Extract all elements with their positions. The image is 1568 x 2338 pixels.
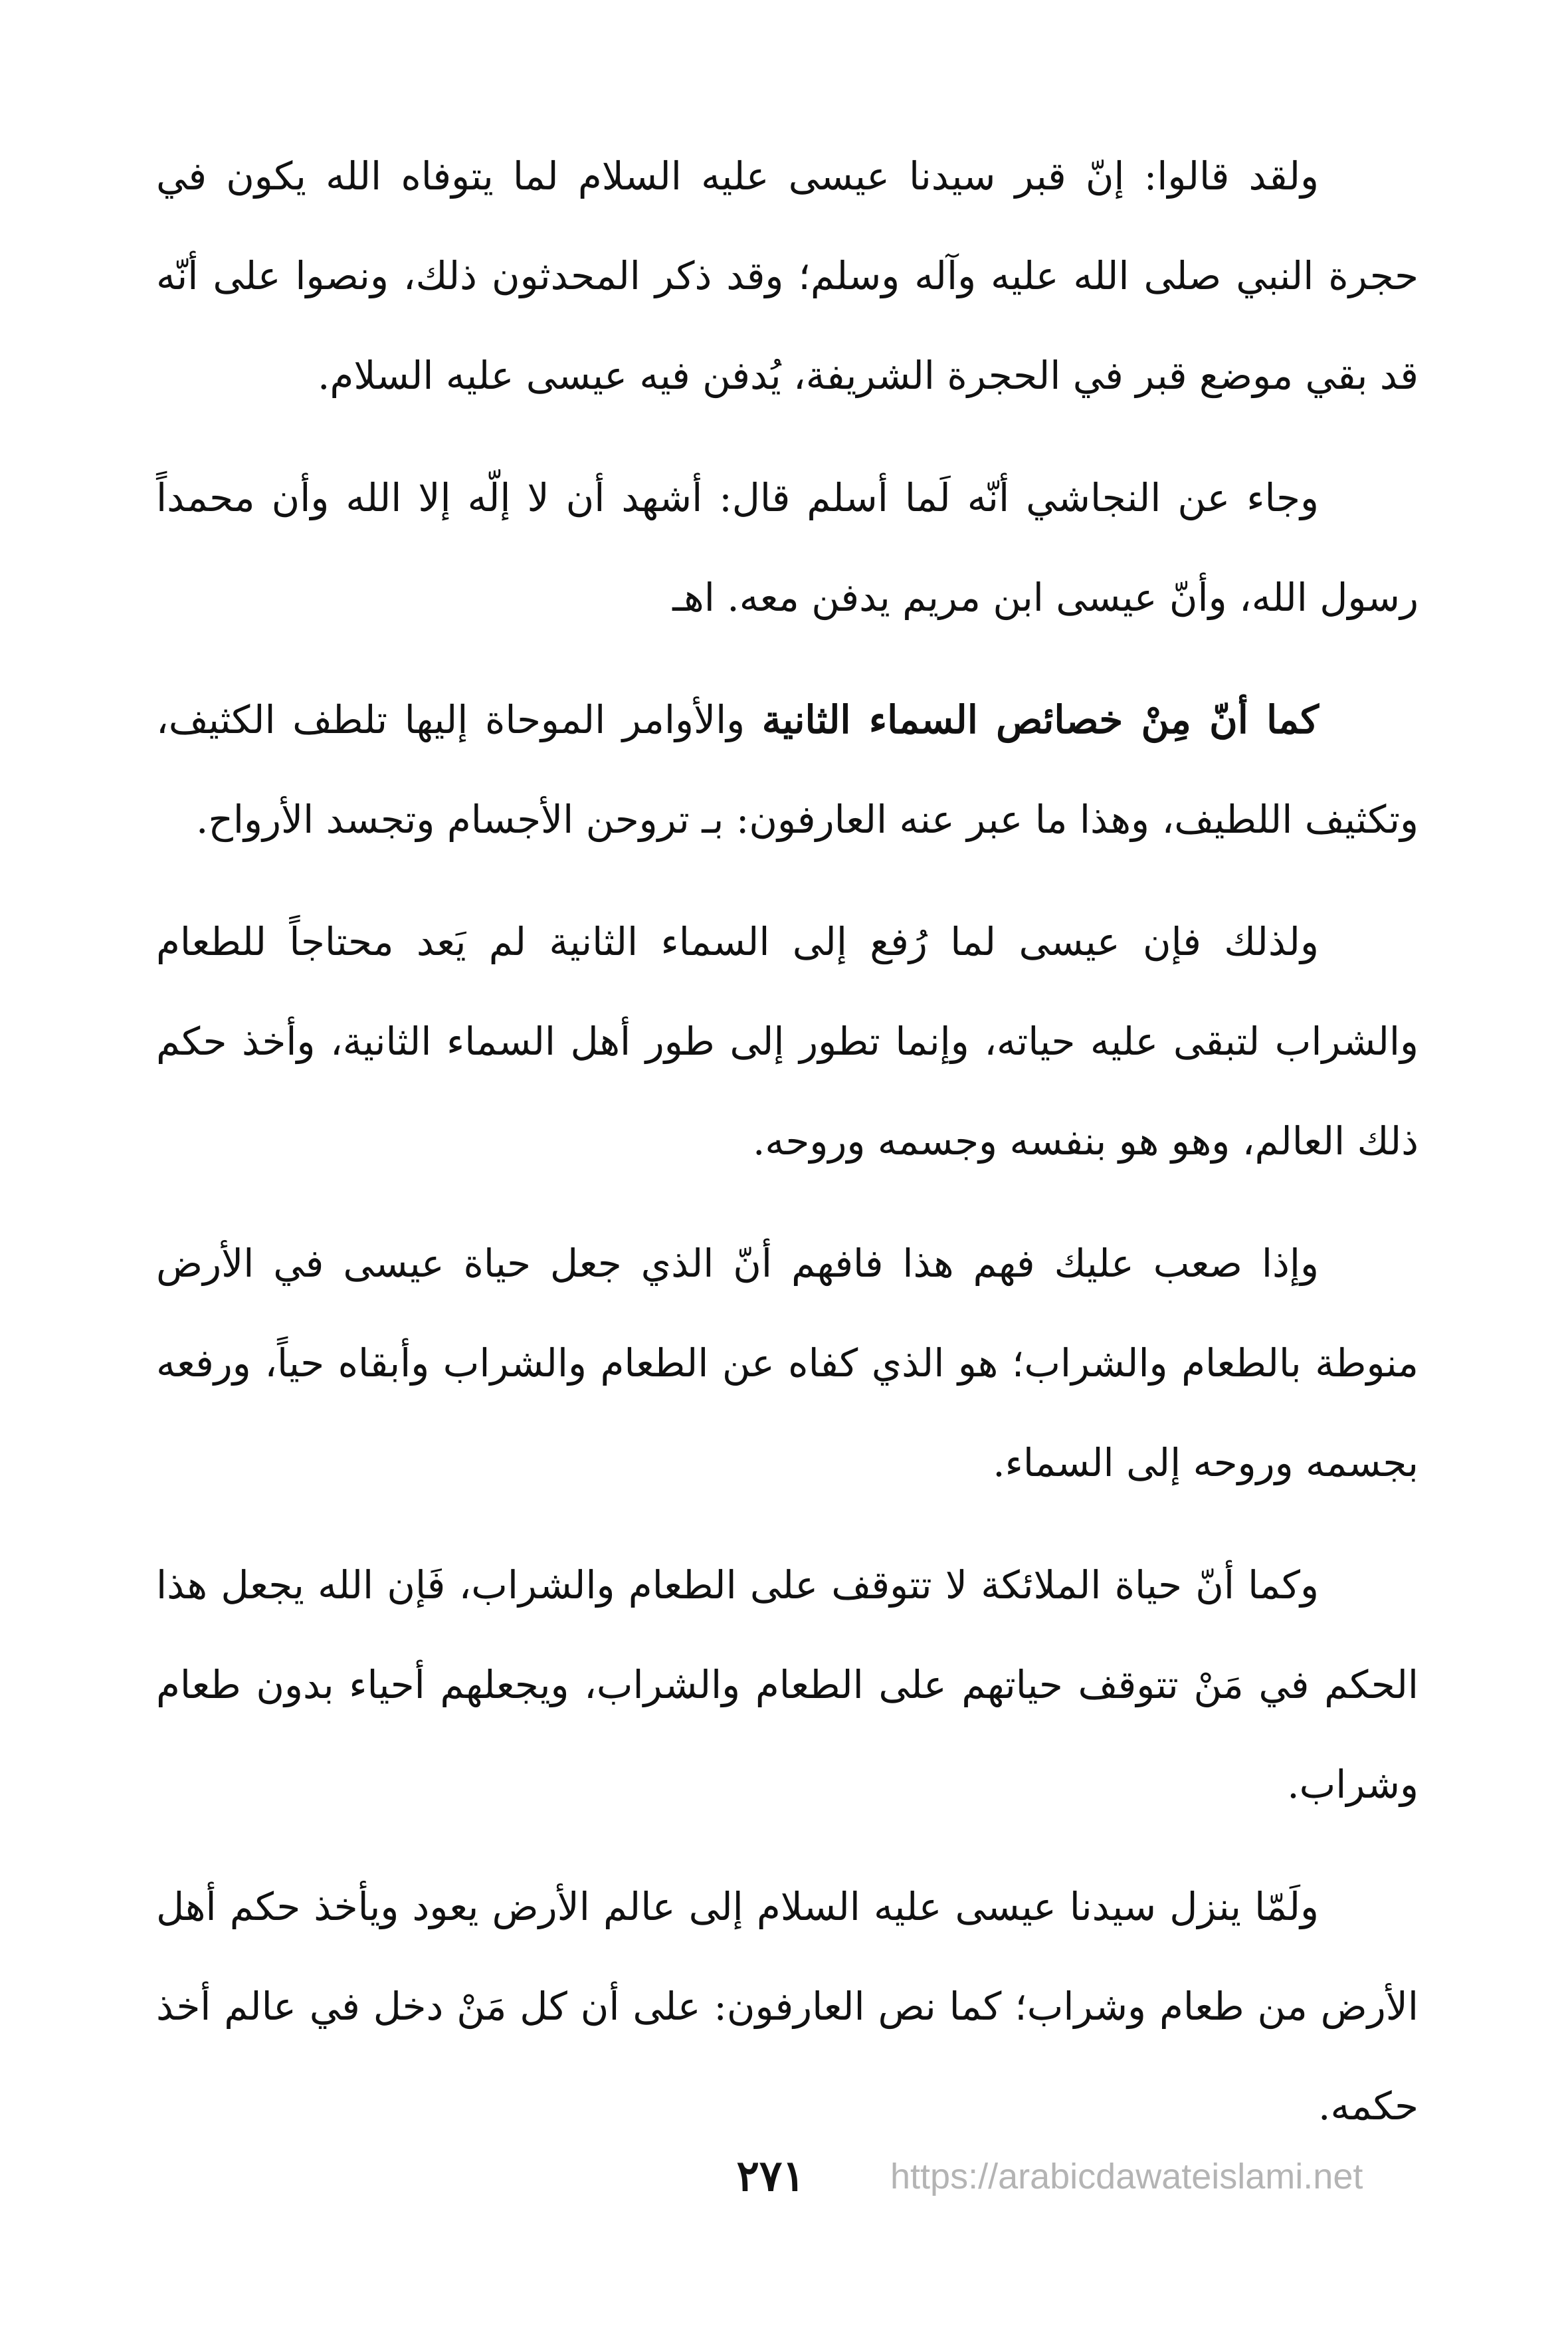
page-number: ٢٧١ — [736, 2151, 805, 2201]
paragraph-3-bold-phrase: كما أنّ مِنْ خصائص السماء الثانية — [761, 697, 1319, 742]
paragraph-2-text: وجاء عن النجاشي أنّه لَما أسلم قال: أشهد أن لا إلّه إلا الله وأن محمداً رسول الله، وأنّ عيسى ابن مريم يدفن معه. اهـ — [156, 475, 1419, 620]
paragraph-4 — [156, 892, 1419, 1191]
paragraph-3 — [156, 670, 1419, 869]
paragraph-7-text: ولَمّا ينزل سيدنا عيسى عليه السلام إلى عالم الأرض يعود ويأخذ حكم أهل الأرض من طعام وشراب؛ كما نص العارفون: على أن كل مَنْ دخل في عالم أخذ حكمه. — [156, 1884, 1419, 2129]
paragraph-5 — [156, 1214, 1419, 1513]
paragraph-4-text: ولذلك فإن عيسى لما رُفع إلى السماء الثانية لم يَعد محتاجاً للطعام والشراب لتبقى عليه حياته، وإنما تطور إلى طور أهل السماء الثانية، وأخذ حكم ذلك العالم، وهو هو بنفسه وجسمه وروحه. — [156, 919, 1419, 1164]
paragraph-6-text: وكما أنّ حياة الملائكة لا تتوقف على الطعام والشراب، فَإن الله يجعل هذا الحكم في مَنْ تتوقف حياتهم على الطعام والشراب، ويجعلهم أحياء بدون طعام وشراب. — [156, 1562, 1419, 1807]
watermark-url: https://arabicdawateislami.net — [890, 2157, 1363, 2196]
paragraph-1-text: ولقد قالوا: إنّ قبر سيدنا عيسى عليه السلام لما يتوفاه الله يكون في حجرة النبي صلى الله عليه وآله وسلم؛ وقد ذكر المحدثون ذلك، ونصوا على أنّه قد بقي موضع قبر في الحجرة الشريفة، يُدفن فيه عيسى عليه السلام. — [156, 154, 1419, 398]
page-footer — [0, 2137, 1568, 2216]
paragraph-7 — [156, 1857, 1419, 2156]
paragraph-5-text: وإذا صعب عليك فهم هذا فافهم أنّ الذي جعل حياة عيسى في الأرض منوطة بالطعام والشراب؛ هو الذي كفاه عن الطعام والشراب وأبقاه حياً، ورفعه بجسمه وروحه إلى السماء. — [156, 1241, 1419, 1485]
paragraph-1 — [156, 126, 1419, 425]
paragraph-3-text: والأوامر الموحاة إليها تلطف الكثيف، وتكثيف اللطيف، وهذا ما عبر عنه العارفون: بـ تروحن الأجسام وتجسد الأرواح. — [156, 697, 1419, 842]
paragraph-6 — [156, 1535, 1419, 1834]
paragraph-2 — [156, 448, 1419, 647]
page-body — [156, 126, 1419, 2129]
